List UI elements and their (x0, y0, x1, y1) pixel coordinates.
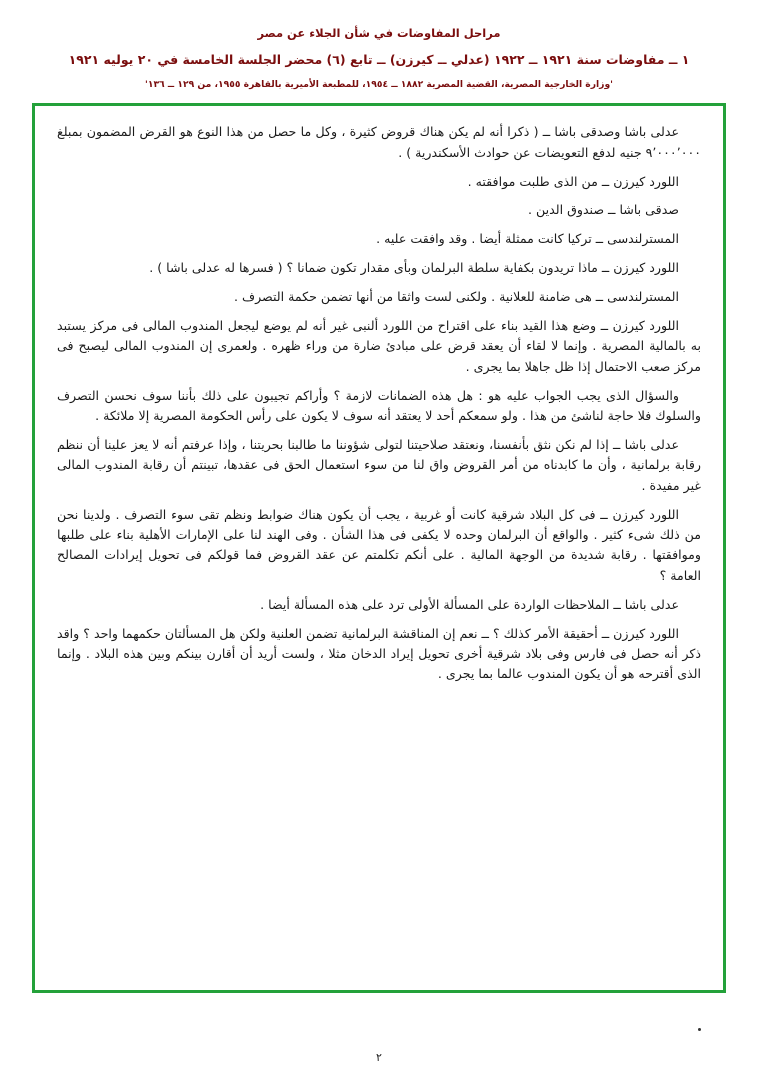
paragraph: اللورد كيرزن ــ وضع هذا القيد بناء على اقتراح من اللورد ألنبى غير أنه لم يوضع ليجعل المندوب المالى فى مركز يستبد به بالمالية المصرية . وإنما لا لقاء أن يعقد قرض على مبادئ ضارة من وراء ظهره . ولعمرى إن المندوب المالى ليصبح فى مركز صعب الاحتمال إذا ظل جاهلا بما يجرى . (57, 317, 701, 374)
document-header (30, 26, 728, 91)
document-subtitle: ١ ــ مفاوضات سنة ١٩٢١ ــ ١٩٢٢ (عدلي ــ كيرزن) ــ تابع (٦) محضر الجلسة الخامسة في ٢٠ يوليه ١٩٢١ (68, 51, 690, 67)
page-mark-dot (698, 1028, 701, 1031)
paragraph: اللورد كيرزن ــ أحقيقة الأمر كذلك ؟ ــ نعم إن المناقشة البرلمانية تضمن العلنية ولكن هل المسألتان حكمهما واحد ؟ واقد ذكر أنه حصل فى فارس وفى بلاد شرقية أخرى تحويل إيراد الدخان مثلا ، ولست أريد أن أقارن بينكم وبين هذه البلاد . وإنما الذى أقترحه هو أن يكون المندوب عالما بما يجرى . (57, 625, 701, 682)
paragraph: اللورد كيرزن ــ من الذى طلبت موافقته . (467, 173, 679, 189)
paragraph: اللورد كيرزن ــ فى كل البلاد شرقية كانت أو غربية ، يجب أن يكون هناك ضوابط ونظم تقى سوء التصرف . ولدينا نحن من ذلك شىء كثير . والواقع أن البرلمان وحده لا يكفى فى هذا الشأن . وفى الهند لنا على الإمارات الأهلية بناء على طلبها وموافقتها . رقابة شديدة من الوجهة المالية . على أنكم تكلمتم عن عقد القروض فما قولكم فى تحويل إيرادات المصالح العامة ؟ (57, 506, 701, 583)
paragraph: عدلى باشا ــ إذا لم نكن نثق بأنفسنا، ونعتقد صلاحيتنا لتولى شؤوننا ما طالبنا بحريتنا ، وإذا عرفتم أنه لا يعز علينا أن ننظم رقابة برلمانية ، وأن ما كابدناه من أمر القروض واق لنا من سوء استعمال الحق فى عقدها، تبينتم أن رقابة المندوب المالى غير مفيدة . (57, 436, 701, 493)
document-source-citation: 'وزارة الخارجية المصرية، القضية المصرية ١٨٨٢ ــ ١٩٥٤، للمطبعة الأميرية بالقاهرة ١٩٥٥، من ١٢٩ ــ ١٣٦' (145, 78, 613, 90)
bordered-content-frame (32, 103, 726, 993)
paragraph: والسؤال الذى يجب الجواب عليه هو : هل هذه الضمانات لازمة ؟ وأراكم تجيبون على ذلك بأننا سوف نحسن التصرف والسلوك فلا حاجة لناشئ من هذا . ولو سمعكم أحد لا يعتقد أنه سوف لا يكون على رأس الحكومة المصرية إلا ملائكة . (57, 387, 701, 424)
paragraph: المسترلندسى ــ هى ضامنة للعلانية . ولكنى لست واثقا من أنها تضمن حكمة التصرف . (234, 289, 679, 305)
paragraph: اللورد كيرزن ــ ماذا تريدون بكفاية سلطة البرلمان وبأى مقدار تكون ضمانا ؟ ( فسرها له عدلى باشا ) . (149, 260, 679, 276)
paragraph: صدقى باشا ــ صندوق الدين . (528, 202, 679, 218)
document-body (57, 122, 701, 684)
page-title: مراحل المفاوضات في شأن الجلاء عن مصر (257, 26, 501, 40)
paragraph: المسترلندسى ــ تركيا كانت ممثلة أيضا . وقد وافقت عليه . (376, 231, 679, 247)
page-number: ٢ (376, 1051, 382, 1064)
paragraph: عدلى باشا وصدقى باشا ــ ( ذكرا أنه لم يكن هناك قروض كثيرة ، وكل ما حصل من هذا النوع هو القرض المضمون بمبلغ ٩٬٠٠٠٬٠٠٠ جنيه لدفع التعويضات عن حوادث الأسكندرية ) . (57, 124, 701, 160)
paragraph: عدلى باشا ــ الملاحظات الواردة على المسألة الأولى ترد على هذه المسألة أيضا . (260, 596, 679, 612)
